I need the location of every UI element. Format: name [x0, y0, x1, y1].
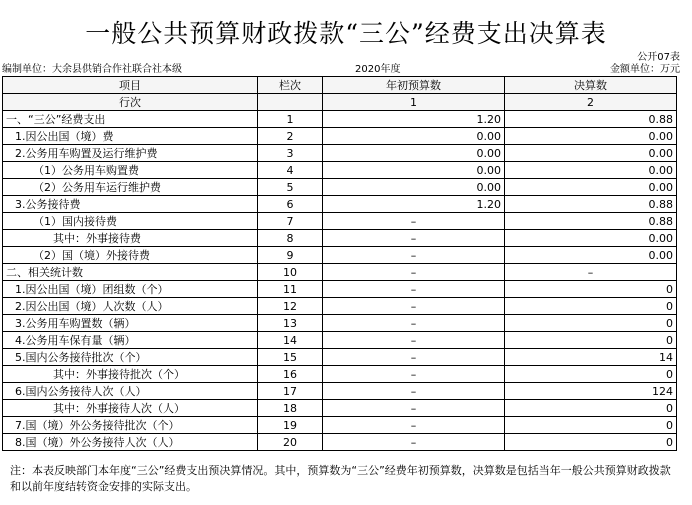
row-final: 0.00	[505, 162, 677, 179]
row-item-name: 5.国内公务接待批次（个）	[3, 349, 258, 366]
row-budget: –	[323, 281, 505, 298]
row-budget: –	[323, 213, 505, 230]
row-item-name: 4.公务用车保有量（辆）	[3, 332, 258, 349]
row-final: 0	[505, 298, 677, 315]
form-code: 公开07表	[637, 52, 680, 63]
row-col: 11	[258, 281, 323, 298]
table-row	[3, 281, 677, 298]
row-item-name: 3.公务用车购置数（辆）	[3, 315, 258, 332]
row-col: 10	[258, 264, 323, 281]
row-col: 13	[258, 315, 323, 332]
subheader-item: 行次	[3, 94, 258, 111]
table-row	[3, 213, 677, 230]
table-row	[3, 196, 677, 213]
header-col: 栏次	[258, 77, 323, 94]
row-final: 0	[505, 332, 677, 349]
header-item: 项目	[3, 77, 258, 94]
row-col: 14	[258, 332, 323, 349]
row-item-name: 2.公务用车购置及运行维护费	[3, 145, 258, 162]
amount-unit: 金额单位：万元	[610, 64, 680, 75]
table-row	[3, 179, 677, 196]
table-row	[3, 332, 677, 349]
row-col: 9	[258, 247, 323, 264]
row-item-name: 6.国内公务接待人次（人）	[3, 383, 258, 400]
row-final: 0.88	[505, 213, 677, 230]
table-row	[3, 417, 677, 434]
row-item-name: 一、“三公”经费支出	[3, 111, 258, 128]
row-budget: 0.00	[323, 128, 505, 145]
row-col: 12	[258, 298, 323, 315]
row-item-name: （1）公务用车购置费	[3, 162, 258, 179]
row-final: 0.00	[505, 230, 677, 247]
row-budget: –	[323, 400, 505, 417]
table-row	[3, 128, 677, 145]
table-row	[3, 434, 677, 451]
row-item-name: 二、相关统计数	[3, 264, 258, 281]
subheader-col	[258, 94, 323, 111]
row-final: 0.00	[505, 145, 677, 162]
row-final: 124	[505, 383, 677, 400]
row-final: 0.00	[505, 179, 677, 196]
subheader-final: 2	[505, 94, 677, 111]
table-row	[3, 145, 677, 162]
row-final: 0	[505, 417, 677, 434]
row-col: 19	[258, 417, 323, 434]
row-final: 0	[505, 400, 677, 417]
row-budget: 0.00	[323, 179, 505, 196]
header-row	[3, 77, 677, 94]
row-budget: 1.20	[323, 111, 505, 128]
header-budget: 年初预算数	[323, 77, 505, 94]
row-col: 4	[258, 162, 323, 179]
row-budget: –	[323, 315, 505, 332]
row-budget: –	[323, 247, 505, 264]
row-col: 3	[258, 145, 323, 162]
row-col: 17	[258, 383, 323, 400]
table-row	[3, 230, 677, 247]
subheader-row	[3, 94, 677, 111]
row-final: 0	[505, 281, 677, 298]
row-item-name: （2）公务用车运行维护费	[3, 179, 258, 196]
row-item-name: 1.因公出国（境）团组数（个）	[3, 281, 258, 298]
row-final: 0.00	[505, 128, 677, 145]
row-budget: –	[323, 434, 505, 451]
row-item-name: （1）国内接待费	[3, 213, 258, 230]
table-row	[3, 111, 677, 128]
row-col: 2	[258, 128, 323, 145]
table-row	[3, 247, 677, 264]
table-row	[3, 315, 677, 332]
row-budget: –	[323, 366, 505, 383]
row-item-name: 2.因公出国（境）人次数（人）	[3, 298, 258, 315]
row-col: 18	[258, 400, 323, 417]
table-row	[3, 383, 677, 400]
expenditure-table	[2, 76, 677, 451]
row-budget: –	[323, 230, 505, 247]
row-budget: –	[323, 349, 505, 366]
footnote: 注：本表反映部门本年度“三公”经费支出预决算情况。其中，预算数为“三公”经费年初预算数，决算数是包括当年一般公共预算财政拨款和以前年度结转资金安排的实际支出。	[10, 464, 671, 493]
row-budget: 0.00	[323, 162, 505, 179]
row-item-name: 其中：外事接待批次（个）	[3, 366, 258, 383]
row-item-name: 其中：外事接待人次（人）	[3, 400, 258, 417]
row-col: 20	[258, 434, 323, 451]
row-col: 16	[258, 366, 323, 383]
row-final: –	[505, 264, 677, 281]
row-col: 1	[258, 111, 323, 128]
row-col: 8	[258, 230, 323, 247]
row-col: 7	[258, 213, 323, 230]
table-row	[3, 349, 677, 366]
row-budget: –	[323, 264, 505, 281]
row-budget: –	[323, 417, 505, 434]
row-item-name: （2）国（境）外接待费	[3, 247, 258, 264]
row-item-name: 7.国（境）外公务接待批次（个）	[3, 417, 258, 434]
row-item-name: 1.因公出国（境）费	[3, 128, 258, 145]
row-final: 0	[505, 366, 677, 383]
row-final: 0	[505, 434, 677, 451]
row-budget: 1.20	[323, 196, 505, 213]
compiling-unit: 编制单位：大余县供销合作社联合社本级	[2, 64, 182, 75]
row-col: 5	[258, 179, 323, 196]
row-item-name: 8.国（境）外公务接待人次（人）	[3, 434, 258, 451]
fiscal-year: 2020年度	[355, 64, 401, 75]
table-row	[3, 366, 677, 383]
row-item-name: 其中：外事接待费	[3, 230, 258, 247]
header-final: 决算数	[505, 77, 677, 94]
row-budget: –	[323, 383, 505, 400]
table-row	[3, 162, 677, 179]
row-final: 14	[505, 349, 677, 366]
row-budget: –	[323, 332, 505, 349]
table-row	[3, 264, 677, 281]
row-budget: 0.00	[323, 145, 505, 162]
row-final: 0.00	[505, 247, 677, 264]
row-item-name: 3.公务接待费	[3, 196, 258, 213]
page-title: 一般公共预算财政拨款“三公”经费支出决算表	[85, 19, 607, 48]
row-final: 0.88	[505, 111, 677, 128]
table-row	[3, 400, 677, 417]
row-final: 0	[505, 315, 677, 332]
row-final: 0.88	[505, 196, 677, 213]
subheader-budget: 1	[323, 94, 505, 111]
row-col: 15	[258, 349, 323, 366]
row-budget: –	[323, 298, 505, 315]
table-row	[3, 298, 677, 315]
row-col: 6	[258, 196, 323, 213]
